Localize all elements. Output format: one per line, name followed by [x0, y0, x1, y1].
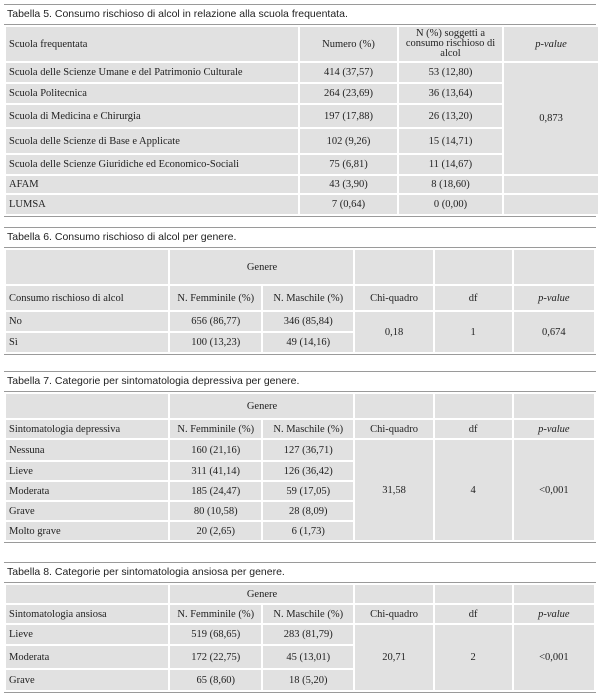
table-cell: 20 (2,65)	[170, 522, 261, 540]
table-cell: 100 (13,23)	[170, 333, 261, 352]
table-cell: Scuola delle Scienze Giuridiche ed Economico-Sociali	[6, 155, 298, 174]
table-header-row	[6, 605, 594, 623]
table-6	[4, 227, 596, 355]
table-cell: 346 (85,84)	[263, 312, 354, 331]
table-cell: 519 (68,65)	[170, 625, 261, 644]
table-cell: 414 (37,57)	[300, 63, 397, 82]
header-cell: N. Maschile (%)	[263, 420, 354, 438]
header-cell: Chi-quadro	[355, 605, 432, 623]
table-7	[4, 371, 596, 543]
header-cell: N. Femminile (%)	[170, 286, 261, 310]
header-cell: N. Maschile (%)	[263, 286, 354, 310]
table-cell: 160 (21,16)	[170, 440, 261, 460]
table-row	[6, 176, 598, 193]
header-cell: p-value	[514, 420, 594, 438]
table-cell: 75 (6,81)	[300, 155, 397, 174]
df-cell: 2	[435, 625, 512, 690]
table-cell: 43 (3,90)	[300, 176, 397, 193]
p-value-cell: <0,001	[514, 440, 594, 540]
table-cell: 45 (13,01)	[263, 646, 354, 668]
table-cell: No	[6, 312, 168, 331]
table-cell: 102 (9,26)	[300, 129, 397, 153]
df-cell: 4	[435, 440, 512, 540]
table-cell	[6, 250, 168, 284]
header-cell: p-value	[504, 27, 598, 61]
table-cell: 8 (18,60)	[399, 176, 502, 193]
table-header-row	[6, 420, 594, 438]
table-cell: 53 (12,80)	[399, 63, 502, 82]
p-value-cell: 0,674	[514, 312, 594, 352]
header-cell: N. Maschile (%)	[263, 605, 354, 623]
table-header-row	[6, 250, 594, 284]
table-row	[6, 195, 598, 214]
header-cell: p-value	[514, 605, 594, 623]
header-cell: Numero (%)	[300, 27, 397, 61]
table-7-grid	[4, 392, 596, 542]
p-value-cell: <0,001	[514, 625, 594, 690]
table-cell: 15 (14,71)	[399, 129, 502, 153]
table-5	[4, 4, 596, 217]
header-cell: N. Femminile (%)	[170, 605, 261, 623]
table-cell	[435, 394, 512, 418]
table-cell: 127 (36,71)	[263, 440, 354, 460]
table-header-row	[6, 585, 594, 603]
header-cell: N (%) soggetti a consumo rischioso di alcol	[399, 27, 502, 61]
header-cell: df	[435, 286, 512, 310]
table-cell: 18 (5,20)	[263, 670, 354, 690]
table-cell: 49 (14,16)	[263, 333, 354, 352]
table-cell: Scuola Politecnica	[6, 84, 298, 103]
table-cell	[6, 394, 168, 418]
table-cell: Sì	[6, 333, 168, 352]
header-cell: Sintomatologia ansiosa	[6, 605, 168, 623]
table-cell	[504, 195, 598, 214]
table-row	[6, 63, 598, 82]
table-cell: 283 (81,79)	[263, 625, 354, 644]
header-cell: Sintomatologia depressiva	[6, 420, 168, 438]
table-row	[6, 625, 594, 644]
table-row	[6, 312, 594, 331]
table-7-caption: Tabella 7. Categorie per sintomatologia depressiva per genere.	[4, 371, 596, 392]
table-5-caption: Tabella 5. Consumo rischioso di alcol in relazione alla scuola frequentata.	[4, 4, 596, 25]
table-cell: 264 (23,69)	[300, 84, 397, 103]
chi-square-cell: 0,18	[355, 312, 432, 352]
table-cell: Grave	[6, 502, 168, 520]
table-8-grid	[4, 583, 596, 692]
table-cell: 172 (22,75)	[170, 646, 261, 668]
table-cell	[6, 585, 168, 603]
table-8	[4, 562, 596, 693]
table-cell: Scuola delle Scienze Umane e del Patrimonio Culturale	[6, 63, 298, 82]
table-cell: 185 (24,47)	[170, 482, 261, 500]
table-header-row	[6, 27, 598, 61]
table-cell: 59 (17,05)	[263, 482, 354, 500]
table-5-grid	[4, 25, 600, 216]
table-cell: Lieve	[6, 462, 168, 480]
table-cell: 126 (36,42)	[263, 462, 354, 480]
table-cell: Scuola di Medicina e Chirurgia	[6, 105, 298, 127]
table-cell	[514, 250, 594, 284]
table-cell: 65 (8,60)	[170, 670, 261, 690]
table-cell	[355, 585, 432, 603]
table-cell: Moderata	[6, 646, 168, 668]
table-6-caption: Tabella 6. Consumo rischioso di alcol per genere.	[4, 227, 596, 248]
table-cell: Moderata	[6, 482, 168, 500]
table-6-grid	[4, 248, 596, 354]
table-cell: 197 (17,88)	[300, 105, 397, 127]
group-header-cell: Genere	[170, 250, 353, 284]
header-cell: p-value	[514, 286, 594, 310]
chi-square-cell: 20,71	[355, 625, 432, 690]
table-cell: Grave	[6, 670, 168, 690]
header-cell: Consumo rischioso di alcol	[6, 286, 168, 310]
table-cell	[355, 250, 432, 284]
table-cell: 311 (41,14)	[170, 462, 261, 480]
header-cell: Chi-quadro	[355, 286, 432, 310]
header-cell: df	[435, 420, 512, 438]
table-cell	[355, 394, 432, 418]
table-header-row	[6, 394, 594, 418]
group-header-cell: Genere	[170, 585, 353, 603]
header-cell: N. Femminile (%)	[170, 420, 261, 438]
table-cell	[435, 585, 512, 603]
table-cell: 80 (10,58)	[170, 502, 261, 520]
table-cell	[514, 394, 594, 418]
table-cell: Lieve	[6, 625, 168, 644]
table-cell: 28 (8,09)	[263, 502, 354, 520]
chi-square-cell: 31,58	[355, 440, 432, 540]
table-cell: Scuola delle Scienze di Base e Applicate	[6, 129, 298, 153]
header-cell: Chi-quadro	[355, 420, 432, 438]
table-cell	[514, 585, 594, 603]
table-cell: 656 (86,77)	[170, 312, 261, 331]
table-cell: Nessuna	[6, 440, 168, 460]
df-cell: 1	[435, 312, 512, 352]
group-header-cell: Genere	[170, 394, 353, 418]
table-cell	[504, 176, 598, 193]
table-cell	[435, 250, 512, 284]
table-cell: Molto grave	[6, 522, 168, 540]
table-cell: AFAM	[6, 176, 298, 193]
table-row	[6, 440, 594, 460]
table-cell: 11 (14,67)	[399, 155, 502, 174]
header-cell: Scuola frequentata	[6, 27, 298, 61]
p-value-cell: 0,873	[504, 63, 598, 174]
table-cell: LUMSA	[6, 195, 298, 214]
header-cell: df	[435, 605, 512, 623]
table-cell: 7 (0,64)	[300, 195, 397, 214]
table-cell: 6 (1,73)	[263, 522, 354, 540]
table-cell: 36 (13,64)	[399, 84, 502, 103]
table-cell: 0 (0,00)	[399, 195, 502, 214]
table-header-row	[6, 286, 594, 310]
table-8-caption: Tabella 8. Categorie per sintomatologia ansiosa per genere.	[4, 562, 596, 583]
table-cell: 26 (13,20)	[399, 105, 502, 127]
